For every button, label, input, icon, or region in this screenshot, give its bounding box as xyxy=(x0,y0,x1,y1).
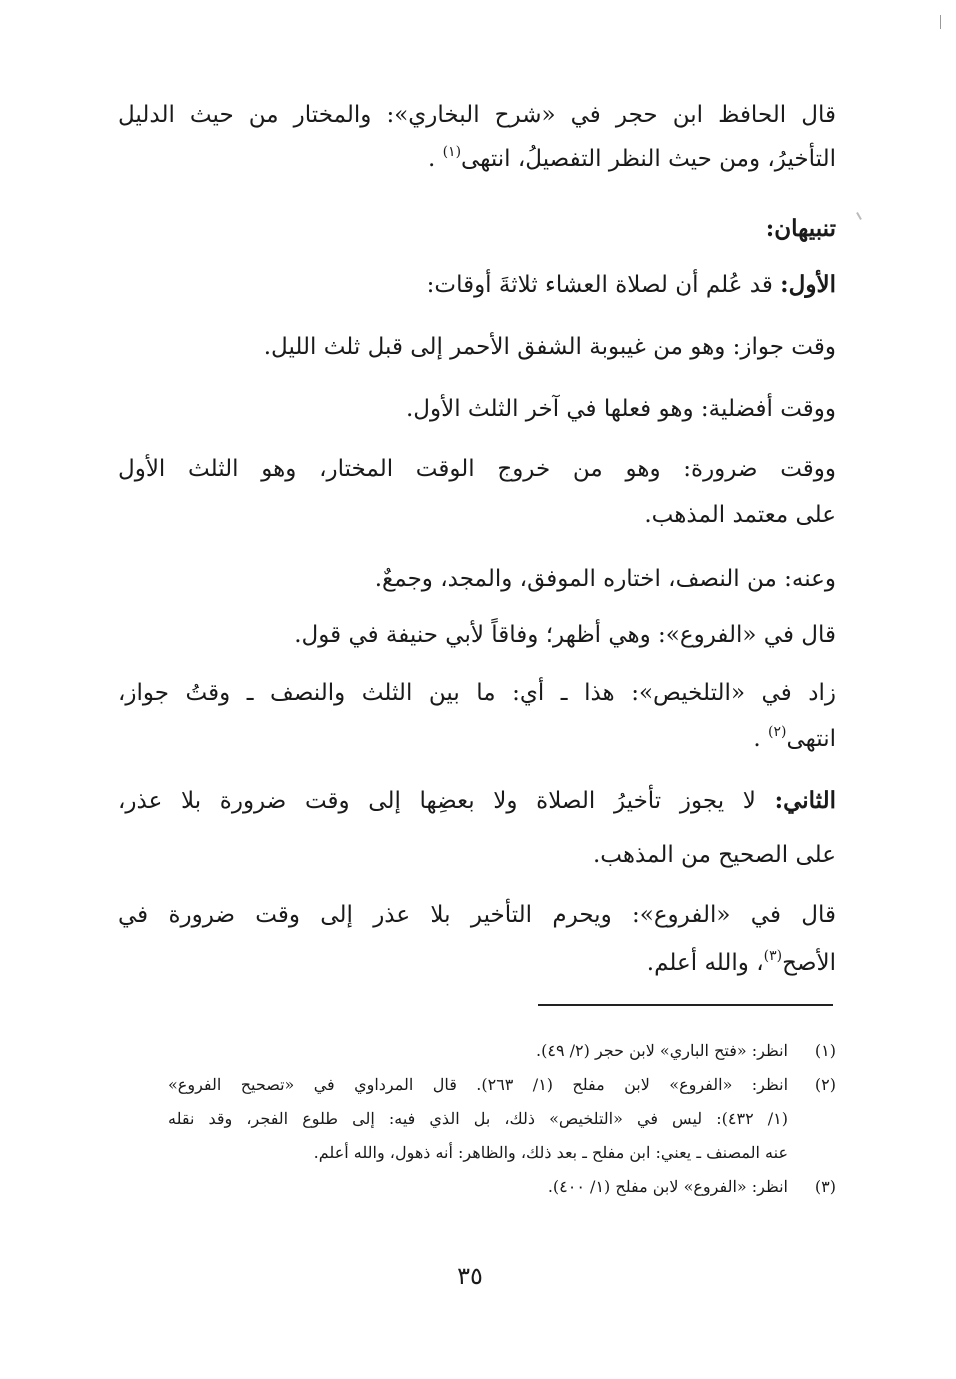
text: على معتمد المذهب. xyxy=(644,502,836,528)
paragraph-10-line-2 xyxy=(647,934,836,992)
text: على الصحيح من المذهب. xyxy=(592,842,836,868)
text: قال في «الفروع»: ويحرم التأخير بلا عذر إلى وقت ضرورة في xyxy=(118,902,836,928)
footnote-2-line-3 xyxy=(168,1138,836,1168)
footnote-3 xyxy=(168,1172,836,1202)
text-end: ، والله أعلم. xyxy=(646,950,764,976)
text: الأصح xyxy=(782,950,836,976)
scan-edge-mark xyxy=(940,15,941,29)
footnote-number: (٣) xyxy=(814,1177,836,1196)
footnote-text: (١/ ٤٣٢): ليس في «التلخيص» ذلك، بل الذي فيه: إلى طلوع الفجر، وقد نقله xyxy=(168,1109,788,1128)
paragraph-6 xyxy=(375,550,836,608)
text: لا يجوز تأخيرُ الصلاة ولا بعضِها إلى وقت ضرورة بلا عذر، xyxy=(118,788,756,814)
text: ووقت ضرورة: وهو من خروج الوقت المختار، وهو الثلث الأول xyxy=(118,456,836,482)
footnote-ref-2[interactable]: (٢) xyxy=(768,724,787,740)
footnote-number: (١) xyxy=(814,1041,836,1060)
paragraph-2 xyxy=(427,256,836,314)
paragraph-4 xyxy=(406,380,836,438)
footnote-2-line-2 xyxy=(168,1104,836,1134)
paragraph-1-line-2 xyxy=(428,130,836,188)
heading-text: تنبيهان: xyxy=(765,215,836,242)
paragraph-5-line-2 xyxy=(644,486,836,544)
footnote-text: انظر: «الفروع» لابن مفلح (١/ ٢٦٣). قال المرداوي في «تصحيح الفروع» xyxy=(168,1075,789,1094)
paragraph-8-line-2 xyxy=(753,710,836,768)
text: ووقت أفضلية: وهو فعلها في آخر الثلث الأول. xyxy=(405,396,836,422)
paragraph-3 xyxy=(264,318,836,376)
footnote-number: (٢) xyxy=(814,1075,836,1094)
period: . xyxy=(753,726,761,752)
text: وعنه: من النصف، اختاره الموفق، والمجد، وجمعٌ. xyxy=(374,566,836,592)
text: قد عُلم أن لصلاة العشاء ثلاثةَ أوقات: xyxy=(426,272,773,298)
footnote-text: عنه المصنف ـ يعني: ابن مفلح ـ بعد ذلك، والظاهر: أنه ذهول، والله أعلم. xyxy=(313,1143,788,1162)
page-number: ٣٥ xyxy=(457,1262,483,1290)
paragraph-7 xyxy=(294,606,836,664)
second-label: الثاني: xyxy=(774,787,836,814)
footnote-text: انظر: «الفروع» لابن مفلح (١/ ٤٠٠). xyxy=(547,1177,788,1196)
first-label: الأول: xyxy=(780,271,836,298)
footnote-separator xyxy=(538,1004,833,1006)
footnote-ref-1[interactable]: (١) xyxy=(442,144,462,160)
scan-speck xyxy=(856,212,862,220)
text: قال الحافظ ابن حجر في «شرح البخاري»: والمختار من حيث الدليل xyxy=(118,102,836,128)
text: وقت جواز: وهو من غيبوبة الشفق الأحمر إلى قبل ثلث الليل. xyxy=(263,334,836,360)
section-heading xyxy=(766,200,836,258)
text: التأخيرُ، ومن حيث النظر التفصيلُ، انتهى xyxy=(461,146,836,172)
paragraph-9-line-2 xyxy=(593,826,836,884)
text: زاد في «التلخيص»: هذا ـ أي: ما بين الثلث والنصف ـ وقتُ جواز، xyxy=(118,680,836,706)
paragraph-8-line-1 xyxy=(118,664,836,722)
text: قال في «الفروع»: وهي أظهر؛ وفاقاً لأبي حنيفة في قول. xyxy=(294,622,836,648)
paragraph-9-line-1 xyxy=(118,772,836,830)
period: . xyxy=(427,146,436,172)
footnote-ref-3[interactable]: (٣) xyxy=(763,948,783,964)
text: انتهى xyxy=(786,726,836,752)
footnote-2-line-1 xyxy=(168,1070,836,1100)
footnote-text: انظر: «فتح الباري» لابن حجر (٢/ ٤٩). xyxy=(536,1041,788,1060)
footnote-1 xyxy=(168,1036,836,1066)
